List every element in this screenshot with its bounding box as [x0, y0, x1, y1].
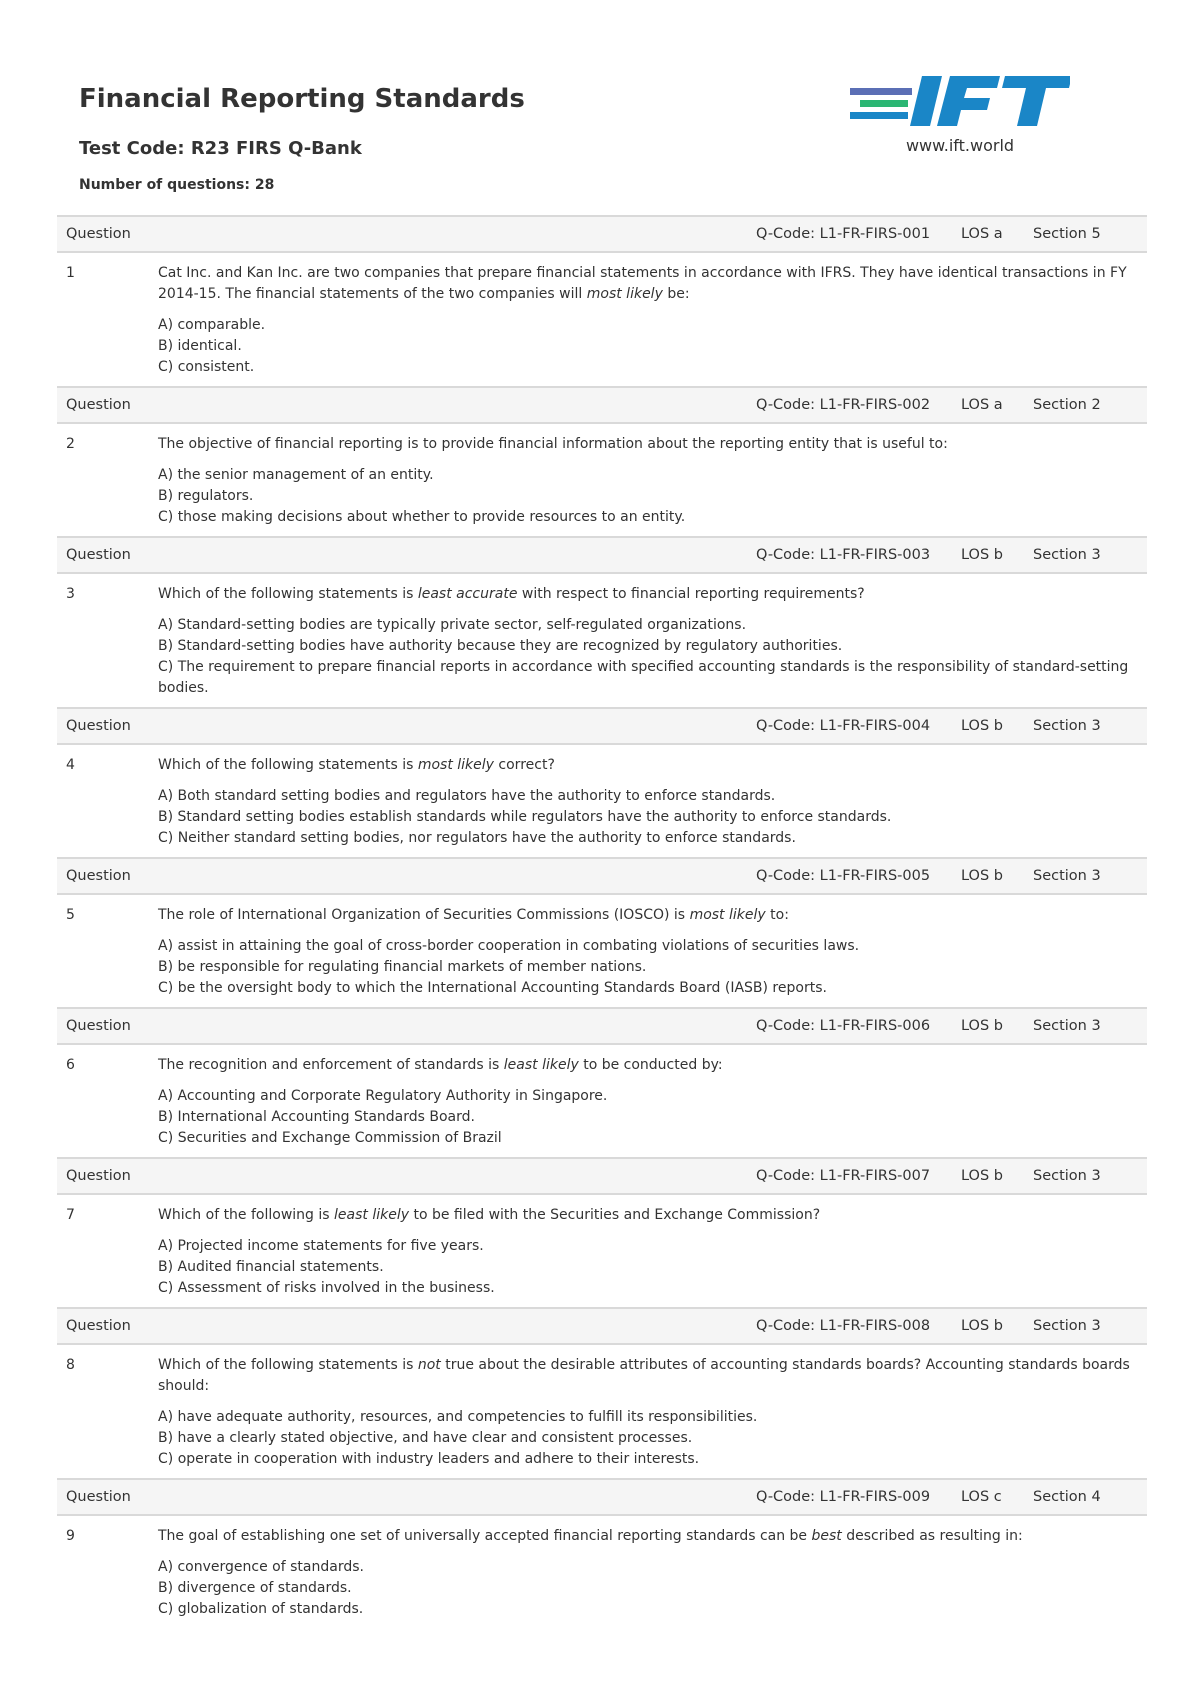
- question-number: 5: [66, 907, 75, 923]
- document-title: Financial Reporting Standards: [79, 84, 525, 114]
- question-number: 6: [66, 1057, 75, 1073]
- question-section: Section 2: [1033, 397, 1101, 413]
- question-section: Section 3: [1033, 868, 1101, 884]
- question-text-emphasis: most likely: [586, 286, 663, 302]
- question-text-pre: Which of the following statements is: [158, 757, 418, 773]
- question-label: Question: [66, 226, 131, 242]
- question-text-emphasis: least likely: [503, 1057, 579, 1073]
- question-text: [158, 1526, 1137, 1547]
- question-los: LOS b: [961, 1318, 1003, 1334]
- answer-option[interactable]: B) regulators.: [158, 488, 254, 504]
- question-label: Question: [66, 1489, 131, 1505]
- number-of-questions: Number of questions: 28: [79, 177, 275, 193]
- answer-option[interactable]: C) Assessment of risks involved in the business.: [158, 1280, 495, 1296]
- question-section: Section 4: [1033, 1489, 1101, 1505]
- question-number: 7: [66, 1207, 75, 1223]
- question-los: LOS b: [961, 547, 1003, 563]
- question-content: [158, 434, 1147, 528]
- answer-option[interactable]: C) be the oversight body to which the International Accounting Standards Board (IASB) reports.: [158, 980, 827, 996]
- answer-option[interactable]: A) Standard-setting bodies are typically private sector, self-regulated organizations.: [158, 617, 747, 633]
- question-content: [158, 263, 1147, 378]
- answer-option[interactable]: C) those making decisions about whether to provide resources to an entity.: [158, 509, 686, 525]
- test-code: Test Code: R23 FIRS Q-Bank: [79, 138, 362, 159]
- answer-option[interactable]: B) be responsible for regulating financial markets of member nations.: [158, 959, 647, 975]
- answer-option[interactable]: C) Securities and Exchange Commission of Brazil: [158, 1130, 502, 1146]
- question-body: [57, 745, 1147, 857]
- question-number: 1: [66, 265, 75, 281]
- question-content: [158, 1205, 1147, 1299]
- question-header-row: [57, 1307, 1147, 1345]
- question-text-post: to be conducted by:: [578, 1057, 723, 1073]
- question-body: [57, 574, 1147, 707]
- question-text-post: to:: [765, 907, 789, 923]
- question-code: Q-Code: L1-FR-FIRS-005: [756, 868, 931, 884]
- question-text: [158, 755, 1137, 776]
- answer-option[interactable]: A) convergence of standards.: [158, 1559, 364, 1575]
- question-content: [158, 1355, 1147, 1470]
- question-body: [57, 1516, 1147, 1628]
- question-code: Q-Code: L1-FR-FIRS-003: [756, 547, 931, 563]
- question-text-post: described as resulting in:: [841, 1528, 1023, 1544]
- question-content: [158, 1055, 1147, 1149]
- ift-logo-icon: [850, 74, 1070, 134]
- logo-url[interactable]: www.ift.world: [905, 136, 1015, 155]
- question-number: 8: [66, 1357, 75, 1373]
- question-text-post: with respect to financial reporting requirements?: [517, 586, 865, 602]
- question-label: Question: [66, 547, 131, 563]
- answer-option[interactable]: A) Both standard setting bodies and regulators have the authority to enforce standards.: [158, 788, 776, 804]
- question-label: Question: [66, 1018, 131, 1034]
- answer-option[interactable]: A) comparable.: [158, 317, 266, 333]
- question-text-emphasis: least likely: [334, 1207, 410, 1223]
- question-body: [57, 424, 1147, 536]
- question-text-pre: The role of International Organization of Securities Commissions (IOSCO) is: [158, 907, 690, 923]
- answer-option[interactable]: A) Accounting and Corporate Regulatory Authority in Singapore.: [158, 1088, 608, 1104]
- answer-option[interactable]: C) globalization of standards.: [158, 1601, 364, 1617]
- question-los: LOS b: [961, 718, 1003, 734]
- question-text-emphasis: not: [417, 1357, 441, 1373]
- question-label: Question: [66, 397, 131, 413]
- question-label: Question: [66, 1168, 131, 1184]
- question-text-pre: Which of the following statements is: [158, 586, 418, 602]
- question-section: Section 3: [1033, 718, 1101, 734]
- question-code: Q-Code: L1-FR-FIRS-002: [756, 397, 931, 413]
- question-text: [158, 263, 1137, 305]
- answer-option[interactable]: C) consistent.: [158, 359, 255, 375]
- question-header-row: [57, 707, 1147, 745]
- question-code: Q-Code: L1-FR-FIRS-007: [756, 1168, 931, 1184]
- question-section: Section 3: [1033, 1318, 1101, 1334]
- question-code: Q-Code: L1-FR-FIRS-009: [756, 1489, 931, 1505]
- question-body: [57, 895, 1147, 1007]
- question-text-pre: Which of the following statements is: [158, 1357, 418, 1373]
- question-label: Question: [66, 718, 131, 734]
- question-number: 2: [66, 436, 75, 452]
- answer-option[interactable]: C) Neither standard setting bodies, nor regulators have the authority to enforce standards.: [158, 830, 796, 846]
- question-section: Section 3: [1033, 1168, 1101, 1184]
- question-header-row: [57, 215, 1147, 253]
- question-number: 3: [66, 586, 75, 602]
- answer-option[interactable]: A) have adequate authority, resources, and competencies to fulfill its responsibilities.: [158, 1409, 758, 1425]
- question-header-row: [57, 857, 1147, 895]
- question-los: LOS a: [961, 226, 1003, 242]
- question-text-post: be:: [662, 286, 690, 302]
- question-header-row: [57, 1007, 1147, 1045]
- ift-logo: [850, 74, 1070, 164]
- question-text: [158, 905, 1137, 926]
- question-section: Section 3: [1033, 1018, 1101, 1034]
- question-los: LOS b: [961, 868, 1003, 884]
- question-text-pre: The recognition and enforcement of standards is: [158, 1057, 504, 1073]
- question-body: [57, 1045, 1147, 1157]
- question-content: [158, 755, 1147, 849]
- answer-option[interactable]: A) assist in attaining the goal of cross-border cooperation in combating violations of securities laws.: [158, 938, 860, 954]
- question-label: Question: [66, 868, 131, 884]
- answer-option[interactable]: B) identical.: [158, 338, 242, 354]
- answer-option[interactable]: C) The requirement to prepare financial reports in accordance with specified accounting standards is the responsibility of standard-setting bodies.: [158, 659, 1129, 696]
- answer-option[interactable]: B) Standard setting bodies establish standards while regulators have the authority to enforce standards.: [158, 809, 892, 825]
- question-body: [57, 1195, 1147, 1307]
- question-los: LOS b: [961, 1168, 1003, 1184]
- question-los: LOS a: [961, 397, 1003, 413]
- question-text: [158, 1355, 1137, 1397]
- question-list: [57, 215, 1147, 1628]
- question-los: LOS b: [961, 1018, 1003, 1034]
- answer-option[interactable]: B) Standard-setting bodies have authority because they are recognized by regulatory authorities.: [158, 638, 843, 654]
- answer-option[interactable]: B) divergence of standards.: [158, 1580, 352, 1596]
- answer-option[interactable]: B) have a clearly stated objective, and have clear and consistent processes.: [158, 1430, 693, 1446]
- question-number: 4: [66, 757, 75, 773]
- question-text-pre: The objective of financial reporting is to provide financial information about the reporting entity that is useful to:: [158, 436, 948, 452]
- question-code: Q-Code: L1-FR-FIRS-004: [756, 718, 931, 734]
- question-header-row: [57, 1157, 1147, 1195]
- question-text-post: correct?: [493, 757, 555, 773]
- question-header-row: [57, 536, 1147, 574]
- answer-option[interactable]: B) Audited financial statements.: [158, 1259, 384, 1275]
- question-section: Section 5: [1033, 226, 1101, 242]
- question-code: Q-Code: L1-FR-FIRS-001: [756, 226, 931, 242]
- answer-option[interactable]: A) Projected income statements for five years.: [158, 1238, 484, 1254]
- question-text: [158, 584, 1137, 605]
- question-text-emphasis: best: [811, 1528, 842, 1544]
- question-text-pre: The goal of establishing one set of universally accepted financial reporting standards can be: [158, 1528, 812, 1544]
- question-code: Q-Code: L1-FR-FIRS-006: [756, 1018, 931, 1034]
- question-content: [158, 584, 1147, 699]
- question-text-emphasis: most likely: [689, 907, 766, 923]
- answer-option[interactable]: B) International Accounting Standards Board.: [158, 1109, 475, 1125]
- question-los: LOS c: [961, 1489, 1002, 1505]
- question-content: [158, 1526, 1147, 1620]
- document-header: [79, 78, 525, 194]
- answer-option[interactable]: C) operate in cooperation with industry leaders and adhere to their interests.: [158, 1451, 700, 1467]
- question-text-emphasis: most likely: [417, 757, 494, 773]
- question-section: Section 3: [1033, 547, 1101, 563]
- question-number: 9: [66, 1528, 75, 1544]
- question-text-pre: Which of the following is: [158, 1207, 335, 1223]
- question-text: [158, 1205, 1137, 1226]
- question-text: [158, 434, 1137, 455]
- question-content: [158, 905, 1147, 999]
- question-text-pre: Cat Inc. and Kan Inc. are two companies that prepare financial statements in accordance with IFRS. They have identical transactions in FY 2014-15. The financial statements of the two companies will: [158, 265, 1127, 302]
- question-body: [57, 1345, 1147, 1478]
- question-body: [57, 253, 1147, 386]
- question-code: Q-Code: L1-FR-FIRS-008: [756, 1318, 931, 1334]
- question-text-post: true about the desirable attributes of accounting standards boards? Accounting standards boards should:: [158, 1357, 1130, 1394]
- question-header-row: [57, 386, 1147, 424]
- question-text-emphasis: least accurate: [417, 586, 518, 602]
- question-header-row: [57, 1478, 1147, 1516]
- answer-option[interactable]: A) the senior management of an entity.: [158, 467, 434, 483]
- question-text: [158, 1055, 1137, 1076]
- question-label: Question: [66, 1318, 131, 1334]
- question-text-post: to be filed with the Securities and Exchange Commission?: [409, 1207, 821, 1223]
